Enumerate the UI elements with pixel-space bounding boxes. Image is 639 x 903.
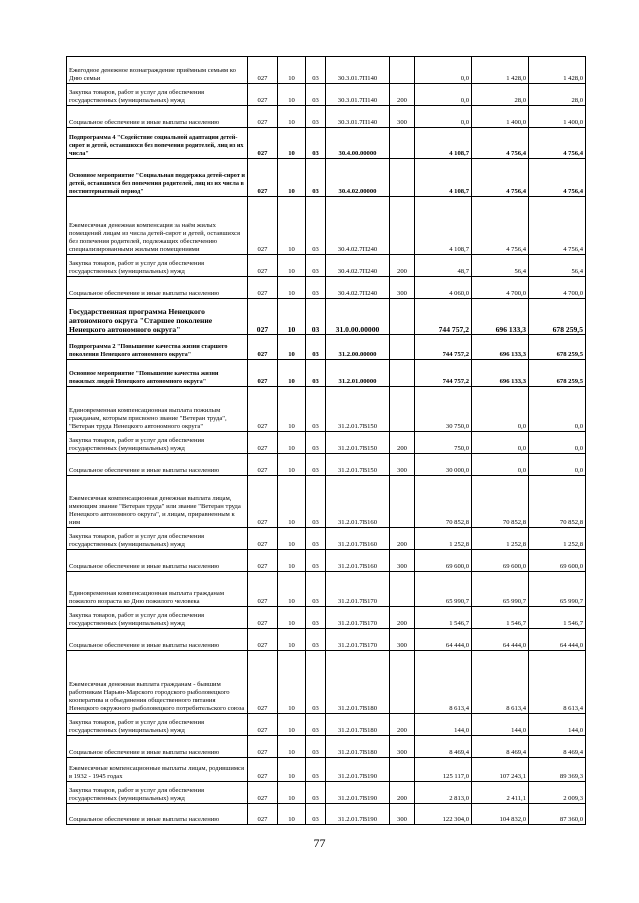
table-row: [67, 550, 586, 572]
row-section-code: 10: [278, 572, 306, 607]
row-section-code: 10: [278, 758, 306, 782]
row-amount-2: 4 756,4: [472, 128, 529, 159]
row-section-code: 10: [278, 106, 306, 128]
table-row: [67, 629, 586, 651]
row-expense-type: [390, 476, 415, 528]
row-name: Социальное обеспечение и иные выплаты населению: [67, 736, 248, 758]
row-name: Подпрограмма 4 "Содействие социальной адаптации детей-сирот и детей, оставшихся без попечения родителей, лиц из их числа": [67, 128, 248, 159]
row-expense-type: 200: [390, 782, 415, 804]
row-section-code: 10: [278, 782, 306, 804]
row-target-article: 31.2.01.7В150: [326, 454, 390, 476]
table-row: [67, 804, 586, 825]
row-section-code: 10: [278, 335, 306, 360]
table-row: [67, 714, 586, 736]
row-amount-3: 69 600,0: [529, 550, 586, 572]
row-amount-3: 144,0: [529, 714, 586, 736]
row-ved-code: 027: [248, 758, 278, 782]
table-row: [67, 159, 586, 197]
row-expense-type: [390, 57, 415, 84]
row-target-article: 30.4.02.7П240: [326, 255, 390, 277]
row-amount-3: 87 360,0: [529, 804, 586, 825]
row-name: Социальное обеспечение и иные выплаты населению: [67, 106, 248, 128]
row-amount-1: 8 469,4: [415, 736, 472, 758]
row-amount-2: 8 613,4: [472, 651, 529, 714]
row-amount-2: 144,0: [472, 714, 529, 736]
row-name: Закупка товаров, работ и услуг для обеспечения государственных (муниципальных) нужд: [67, 255, 248, 277]
row-amount-2: 28,0: [472, 84, 529, 106]
row-amount-2: 4 756,4: [472, 197, 529, 255]
row-amount-2: 696 133,3: [472, 299, 529, 335]
row-amount-2: 696 133,3: [472, 360, 529, 387]
row-section-code: 10: [278, 607, 306, 629]
row-ved-code: 027: [248, 387, 278, 432]
row-subsection-code: 03: [306, 782, 326, 804]
row-ved-code: 027: [248, 84, 278, 106]
row-amount-1: 744 757,2: [415, 360, 472, 387]
row-section-code: 10: [278, 128, 306, 159]
row-amount-1: 144,0: [415, 714, 472, 736]
row-expense-type: 300: [390, 629, 415, 651]
row-target-article: 31.2.01.7В190: [326, 782, 390, 804]
row-section-code: 10: [278, 476, 306, 528]
row-amount-3: 70 852,8: [529, 476, 586, 528]
row-amount-3: 678 259,5: [529, 360, 586, 387]
row-amount-1: 64 444,0: [415, 629, 472, 651]
row-amount-3: 4 756,4: [529, 197, 586, 255]
row-expense-type: 300: [390, 277, 415, 299]
table-row: [67, 454, 586, 476]
row-ved-code: 027: [248, 804, 278, 825]
row-amount-2: 107 243,1: [472, 758, 529, 782]
row-amount-3: 4 756,4: [529, 128, 586, 159]
row-expense-type: 300: [390, 736, 415, 758]
row-name: Единовременная компенсационная выплата гражданам пожилого возраста ко Дню пожилого человека: [67, 572, 248, 607]
row-name: Социальное обеспечение и иные выплаты населению: [67, 550, 248, 572]
page-number: 77: [313, 836, 326, 850]
table-row: [67, 607, 586, 629]
row-amount-1: 0,0: [415, 57, 472, 84]
row-amount-1: 125 117,0: [415, 758, 472, 782]
table-row: [67, 528, 586, 550]
row-amount-3: 1 428,0: [529, 57, 586, 84]
row-subsection-code: 03: [306, 804, 326, 825]
row-section-code: 10: [278, 550, 306, 572]
row-section-code: 10: [278, 736, 306, 758]
row-section-code: 10: [278, 629, 306, 651]
row-section-code: 10: [278, 299, 306, 335]
table-row: [67, 277, 586, 299]
row-name: Закупка товаров, работ и услуг для обеспечения государственных (муниципальных) нужд: [67, 432, 248, 454]
row-subsection-code: 03: [306, 454, 326, 476]
row-amount-3: 64 444,0: [529, 629, 586, 651]
row-ved-code: 027: [248, 651, 278, 714]
row-target-article: 30.3.01.7П140: [326, 84, 390, 106]
row-amount-3: 8 613,4: [529, 651, 586, 714]
row-section-code: 10: [278, 528, 306, 550]
row-amount-3: 4 756,4: [529, 159, 586, 197]
table-row: [67, 432, 586, 454]
row-expense-type: [390, 758, 415, 782]
row-amount-1: 0,0: [415, 84, 472, 106]
row-subsection-code: 03: [306, 335, 326, 360]
row-amount-2: 0,0: [472, 387, 529, 432]
row-amount-1: 65 990,7: [415, 572, 472, 607]
table-row: [67, 335, 586, 360]
row-ved-code: 027: [248, 454, 278, 476]
table-row: [67, 255, 586, 277]
row-subsection-code: 03: [306, 106, 326, 128]
row-amount-3: 0,0: [529, 432, 586, 454]
row-amount-1: 122 304,0: [415, 804, 472, 825]
row-target-article: 31.2.01.7В180: [326, 714, 390, 736]
row-subsection-code: 03: [306, 651, 326, 714]
row-amount-1: 4 108,7: [415, 128, 472, 159]
row-subsection-code: 03: [306, 476, 326, 528]
row-ved-code: 027: [248, 277, 278, 299]
row-amount-1: 30 750,0: [415, 387, 472, 432]
table-row: [67, 387, 586, 432]
row-name: Социальное обеспечение и иные выплаты населению: [67, 277, 248, 299]
table-row: [67, 758, 586, 782]
row-subsection-code: 03: [306, 255, 326, 277]
row-expense-type: [390, 197, 415, 255]
row-target-article: 31.0.00.00000: [326, 299, 390, 335]
row-section-code: 10: [278, 432, 306, 454]
table-row: [67, 782, 586, 804]
row-amount-3: 4 700,0: [529, 277, 586, 299]
row-subsection-code: 03: [306, 277, 326, 299]
row-amount-2: 1 546,7: [472, 607, 529, 629]
row-amount-3: 0,0: [529, 454, 586, 476]
row-section-code: 10: [278, 804, 306, 825]
row-expense-type: [390, 128, 415, 159]
row-target-article: 31.2.01.7В150: [326, 432, 390, 454]
row-amount-1: 4 108,7: [415, 159, 472, 197]
row-ved-code: 027: [248, 528, 278, 550]
row-expense-type: 200: [390, 714, 415, 736]
row-expense-type: 300: [390, 106, 415, 128]
row-target-article: 31.2.00.00000: [326, 335, 390, 360]
row-name: Социальное обеспечение и иные выплаты населению: [67, 629, 248, 651]
row-subsection-code: 03: [306, 159, 326, 197]
row-ved-code: 027: [248, 360, 278, 387]
row-section-code: 10: [278, 84, 306, 106]
row-amount-2: 8 469,4: [472, 736, 529, 758]
row-subsection-code: 03: [306, 528, 326, 550]
row-ved-code: 027: [248, 432, 278, 454]
row-target-article: 30.4.02.7П240: [326, 197, 390, 255]
row-expense-type: [390, 572, 415, 607]
row-amount-2: 696 133,3: [472, 335, 529, 360]
row-subsection-code: 03: [306, 736, 326, 758]
row-expense-type: 200: [390, 84, 415, 106]
row-amount-1: 8 613,4: [415, 651, 472, 714]
row-name: Закупка товаров, работ и услуг для обеспечения государственных (муниципальных) нужд: [67, 782, 248, 804]
row-ved-code: 027: [248, 57, 278, 84]
row-name: Социальное обеспечение и иные выплаты населению: [67, 804, 248, 825]
row-ved-code: 027: [248, 299, 278, 335]
row-subsection-code: 03: [306, 607, 326, 629]
row-amount-1: 4 060,0: [415, 277, 472, 299]
row-amount-2: 4 756,4: [472, 159, 529, 197]
row-target-article: 31.2.01.7В170: [326, 607, 390, 629]
row-expense-type: [390, 335, 415, 360]
row-amount-3: 1 400,0: [529, 106, 586, 128]
row-target-article: 30.4.02.7П240: [326, 277, 390, 299]
row-section-code: 10: [278, 57, 306, 84]
row-expense-type: [390, 159, 415, 197]
row-amount-2: 65 990,7: [472, 572, 529, 607]
row-section-code: 10: [278, 714, 306, 736]
row-name: Закупка товаров, работ и услуг для обеспечения государственных (муниципальных) нужд: [67, 607, 248, 629]
table-row: [67, 84, 586, 106]
table-row: [67, 197, 586, 255]
row-name: Ежемесячные компенсационные выплаты лицам, родившимся в 1932 - 1945 годах: [67, 758, 248, 782]
row-ved-code: 027: [248, 255, 278, 277]
row-ved-code: 027: [248, 629, 278, 651]
row-ved-code: 027: [248, 736, 278, 758]
row-amount-2: 2 411,1: [472, 782, 529, 804]
row-section-code: 10: [278, 159, 306, 197]
row-name: Основное мероприятие "Социальная поддержка детей-сирот и детей, оставшихся без попечения родителей, лиц из их числа в постинтернатный период": [67, 159, 248, 197]
row-amount-1: 744 757,2: [415, 299, 472, 335]
table-row: [67, 128, 586, 159]
row-amount-1: 69 600,0: [415, 550, 472, 572]
row-amount-3: 65 990,7: [529, 572, 586, 607]
table-row: [67, 106, 586, 128]
table-row: [67, 360, 586, 387]
table-row: [67, 651, 586, 714]
row-amount-1: 744 757,2: [415, 335, 472, 360]
row-amount-2: 1 428,0: [472, 57, 529, 84]
budget-table-body: [67, 57, 586, 825]
row-ved-code: 027: [248, 476, 278, 528]
table-row: [67, 299, 586, 335]
row-section-code: 10: [278, 197, 306, 255]
row-expense-type: 200: [390, 255, 415, 277]
row-target-article: 31.2.01.7В180: [326, 736, 390, 758]
row-name: Закупка товаров, работ и услуг для обеспечения государственных (муниципальных) нужд: [67, 84, 248, 106]
row-name: Ежемесячная денежная выплата гражданам - бывшим работникам Нарьян-Марского городского рыболовецкого кооператива и объединения общественного питания Ненецкого окружного рыболовецкого потребительского союза: [67, 651, 248, 714]
row-target-article: 30.4.00.00000: [326, 128, 390, 159]
row-section-code: 10: [278, 651, 306, 714]
row-target-article: 31.2.01.7В160: [326, 528, 390, 550]
table-row: [67, 476, 586, 528]
row-expense-type: [390, 387, 415, 432]
row-target-article: 31.2.01.7В170: [326, 572, 390, 607]
row-target-article: 31.2.01.7В180: [326, 651, 390, 714]
row-amount-2: 104 832,0: [472, 804, 529, 825]
row-amount-2: 1 252,8: [472, 528, 529, 550]
row-subsection-code: 03: [306, 57, 326, 84]
row-amount-1: 48,7: [415, 255, 472, 277]
row-subsection-code: 03: [306, 197, 326, 255]
row-ved-code: 027: [248, 128, 278, 159]
row-expense-type: 300: [390, 804, 415, 825]
row-subsection-code: 03: [306, 572, 326, 607]
row-amount-3: 678 259,5: [529, 299, 586, 335]
table-row: [67, 572, 586, 607]
row-target-article: 31.2.01.7В150: [326, 387, 390, 432]
row-amount-3: 1 252,8: [529, 528, 586, 550]
row-name: Ежегодное денежное вознаграждение приёмным семьям ко Дню семьи: [67, 57, 248, 84]
row-amount-3: 89 369,3: [529, 758, 586, 782]
row-expense-type: 200: [390, 432, 415, 454]
row-amount-1: 2 813,0: [415, 782, 472, 804]
row-section-code: 10: [278, 360, 306, 387]
row-amount-1: 4 108,7: [415, 197, 472, 255]
row-subsection-code: 03: [306, 299, 326, 335]
row-name: Единовременная компенсационная выплата пожилым гражданам, которым присвоено звание "Ветеран труда", "Ветеран труда Ненецкого автономного округа": [67, 387, 248, 432]
row-amount-2: 64 444,0: [472, 629, 529, 651]
row-amount-2: 0,0: [472, 454, 529, 476]
row-name: Подпрограмма 2 "Повышение качества жизни старшего поколения Ненецкого автономного округа": [67, 335, 248, 360]
row-subsection-code: 03: [306, 84, 326, 106]
row-target-article: 30.3.01.7П140: [326, 106, 390, 128]
row-amount-3: 1 546,7: [529, 607, 586, 629]
row-section-code: 10: [278, 277, 306, 299]
row-amount-2: 70 852,8: [472, 476, 529, 528]
row-amount-2: 1 400,0: [472, 106, 529, 128]
row-ved-code: 027: [248, 106, 278, 128]
row-name: Ежемесячная компенсационная денежная выплата лицам, имеющим звание "Ветеран труда" или звание "Ветеран труда Ненецкого автономного округа", и лицам, приравненным к ним: [67, 476, 248, 528]
row-amount-2: 69 600,0: [472, 550, 529, 572]
row-section-code: 10: [278, 387, 306, 432]
table-row: [67, 736, 586, 758]
row-ved-code: 027: [248, 572, 278, 607]
row-name: Государственная программа Ненецкого автономного округа "Старшее поколение Ненецкого автономного округа": [67, 299, 248, 335]
row-expense-type: [390, 360, 415, 387]
row-name: Ежемесячная денежная компенсация за наём жилых помещений лицам из числа детей-сирот и детей, оставшихся без попечения родителей, подлежащих обеспечению специализированными жилыми помещениями: [67, 197, 248, 255]
row-name: Основное мероприятие "Повышение качества жизни пожилых людей Ненецкого автономного округа": [67, 360, 248, 387]
row-amount-3: 0,0: [529, 387, 586, 432]
row-ved-code: 027: [248, 782, 278, 804]
row-amount-1: 0,0: [415, 106, 472, 128]
row-expense-type: 200: [390, 528, 415, 550]
row-subsection-code: 03: [306, 758, 326, 782]
row-subsection-code: 03: [306, 128, 326, 159]
row-expense-type: 300: [390, 550, 415, 572]
row-subsection-code: 03: [306, 360, 326, 387]
row-name: Социальное обеспечение и иные выплаты населению: [67, 454, 248, 476]
row-expense-type: 200: [390, 607, 415, 629]
row-target-article: 31.2.01.7В170: [326, 629, 390, 651]
row-amount-2: 0,0: [472, 432, 529, 454]
row-amount-1: 1 546,7: [415, 607, 472, 629]
row-expense-type: [390, 651, 415, 714]
row-amount-2: 56,4: [472, 255, 529, 277]
row-target-article: 31.2.01.7В190: [326, 758, 390, 782]
row-ved-code: 027: [248, 550, 278, 572]
row-section-code: 10: [278, 255, 306, 277]
row-name: Закупка товаров, работ и услуг для обеспечения государственных (муниципальных) нужд: [67, 714, 248, 736]
table-row: [67, 57, 586, 84]
row-target-article: 30.4.02.00000: [326, 159, 390, 197]
row-target-article: 31.2.01.7В160: [326, 550, 390, 572]
row-subsection-code: 03: [306, 387, 326, 432]
row-subsection-code: 03: [306, 432, 326, 454]
budget-table: [66, 56, 586, 825]
row-ved-code: 027: [248, 159, 278, 197]
row-subsection-code: 03: [306, 550, 326, 572]
row-subsection-code: 03: [306, 629, 326, 651]
row-expense-type: [390, 299, 415, 335]
row-ved-code: 027: [248, 607, 278, 629]
row-amount-3: 28,0: [529, 84, 586, 106]
row-target-article: 31.2.01.00000: [326, 360, 390, 387]
row-subsection-code: 03: [306, 714, 326, 736]
row-ved-code: 027: [248, 714, 278, 736]
row-amount-3: 56,4: [529, 255, 586, 277]
row-target-article: 31.2.01.7В190: [326, 804, 390, 825]
row-amount-3: 8 469,4: [529, 736, 586, 758]
row-target-article: 30.3.01.7П140: [326, 57, 390, 84]
row-amount-3: 678 259,5: [529, 335, 586, 360]
row-ved-code: 027: [248, 335, 278, 360]
row-amount-1: 1 252,8: [415, 528, 472, 550]
row-expense-type: 300: [390, 454, 415, 476]
row-amount-1: 750,0: [415, 432, 472, 454]
row-target-article: 31.2.01.7В160: [326, 476, 390, 528]
row-amount-2: 4 700,0: [472, 277, 529, 299]
row-amount-3: 2 009,3: [529, 782, 586, 804]
row-amount-1: 30 000,0: [415, 454, 472, 476]
row-ved-code: 027: [248, 197, 278, 255]
row-amount-1: 70 852,8: [415, 476, 472, 528]
row-name: Закупка товаров, работ и услуг для обеспечения государственных (муниципальных) нужд: [67, 528, 248, 550]
row-section-code: 10: [278, 454, 306, 476]
